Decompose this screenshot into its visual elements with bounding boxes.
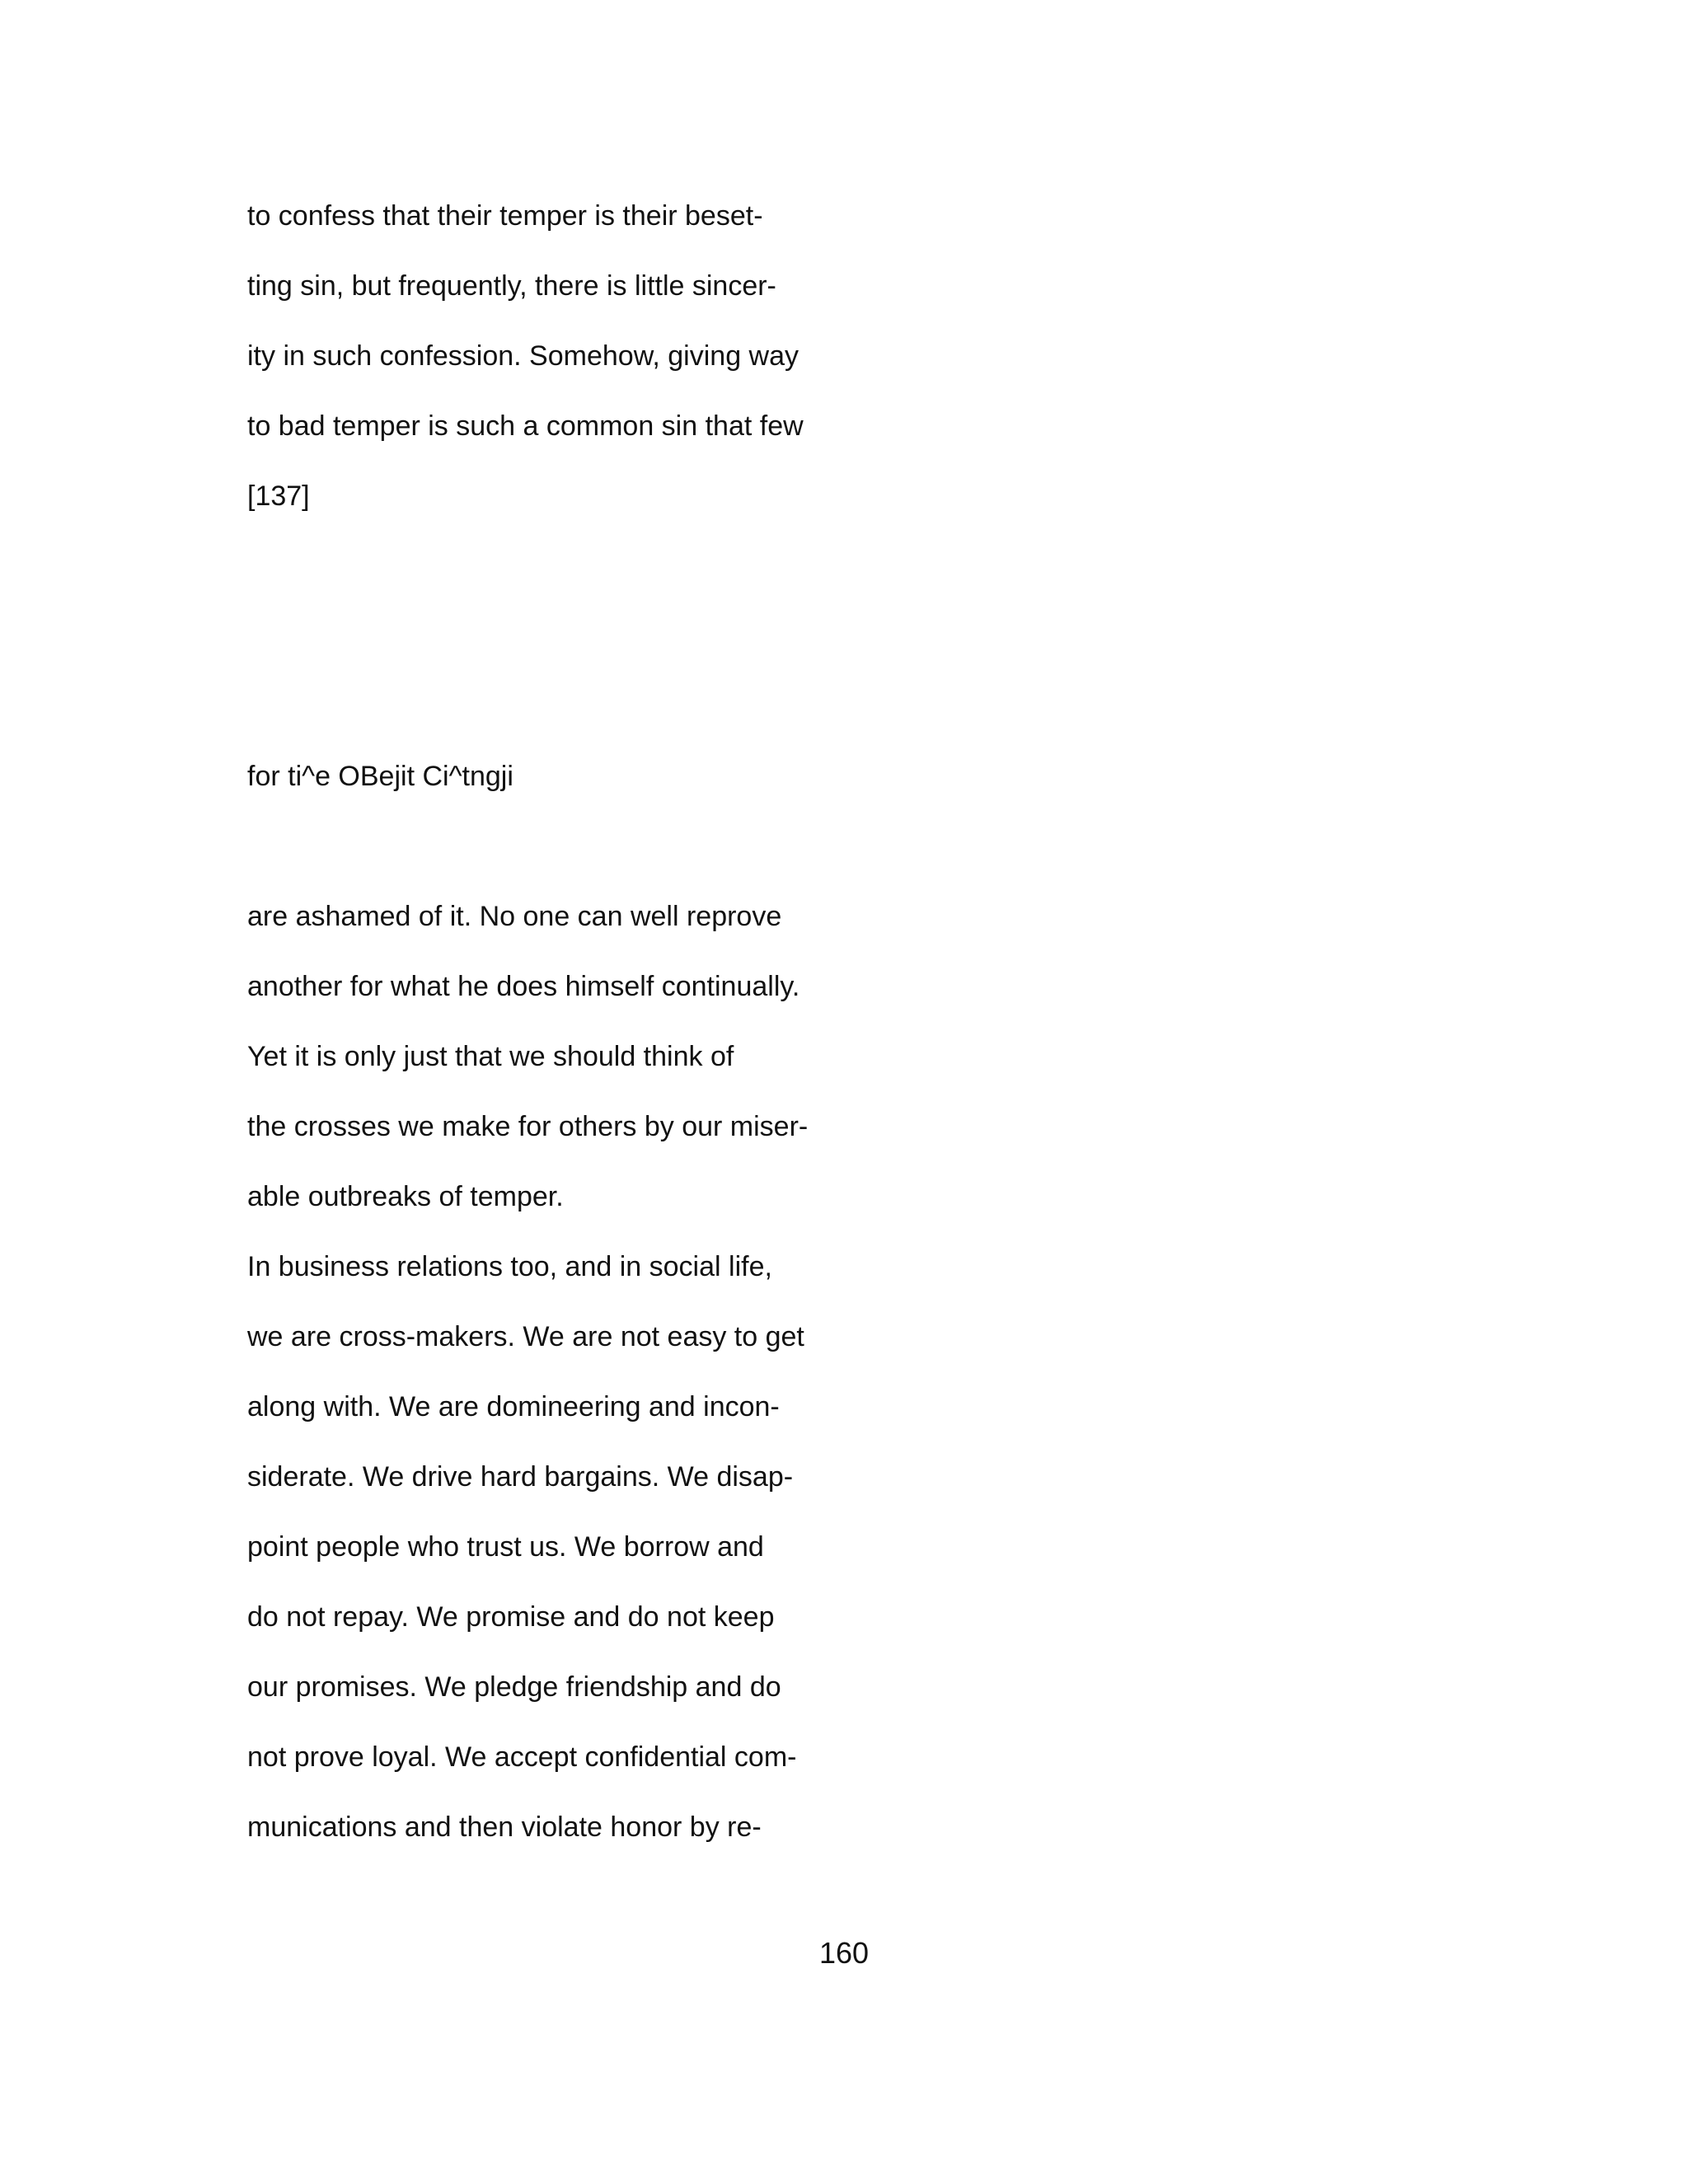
text-line: we are cross-makers. We are not easy to get [247,1321,804,1352]
text-line: our promises. We pledge friendship and do [247,1671,781,1703]
page-number: 160 [818,1936,870,1970]
text-line: ting sin, but frequently, there is little sincer- [247,270,776,302]
text-line: do not repay. We promise and do not keep [247,1601,775,1633]
text-line: along with. We are domineering and incon- [247,1391,780,1422]
text-line: to bad temper is such a common sin that few [247,410,804,442]
text-line: munications and then violate honor by re- [247,1811,762,1843]
text-line: In business relations too, and in social life, [247,1251,772,1282]
running-head-block [247,742,874,812]
text-line: Yet it is only just that we should think of [247,1041,734,1072]
original-page-marker: [137] [247,480,310,512]
running-head: for ti^e OBejit Ci^tngji [247,761,513,792]
text-block-main [247,882,874,1863]
text-line: another for what he does himself continually. [247,971,800,1002]
text-line: to confess that their temper is their beset- [247,200,763,232]
text-line: able outbreaks of temper. [247,1181,564,1212]
text-line: not prove loyal. We accept confidential com- [247,1741,797,1773]
text-line: point people who trust us. We borrow and [247,1531,764,1563]
text-line: siderate. We drive hard bargains. We disap- [247,1461,794,1493]
text-line: the crosses we make for others by our miser- [247,1111,809,1142]
text-block-top [247,181,874,532]
text-line: ity in such confession. Somehow, giving way [247,340,799,372]
text-line: are ashamed of it. No one can well reprove [247,901,782,932]
